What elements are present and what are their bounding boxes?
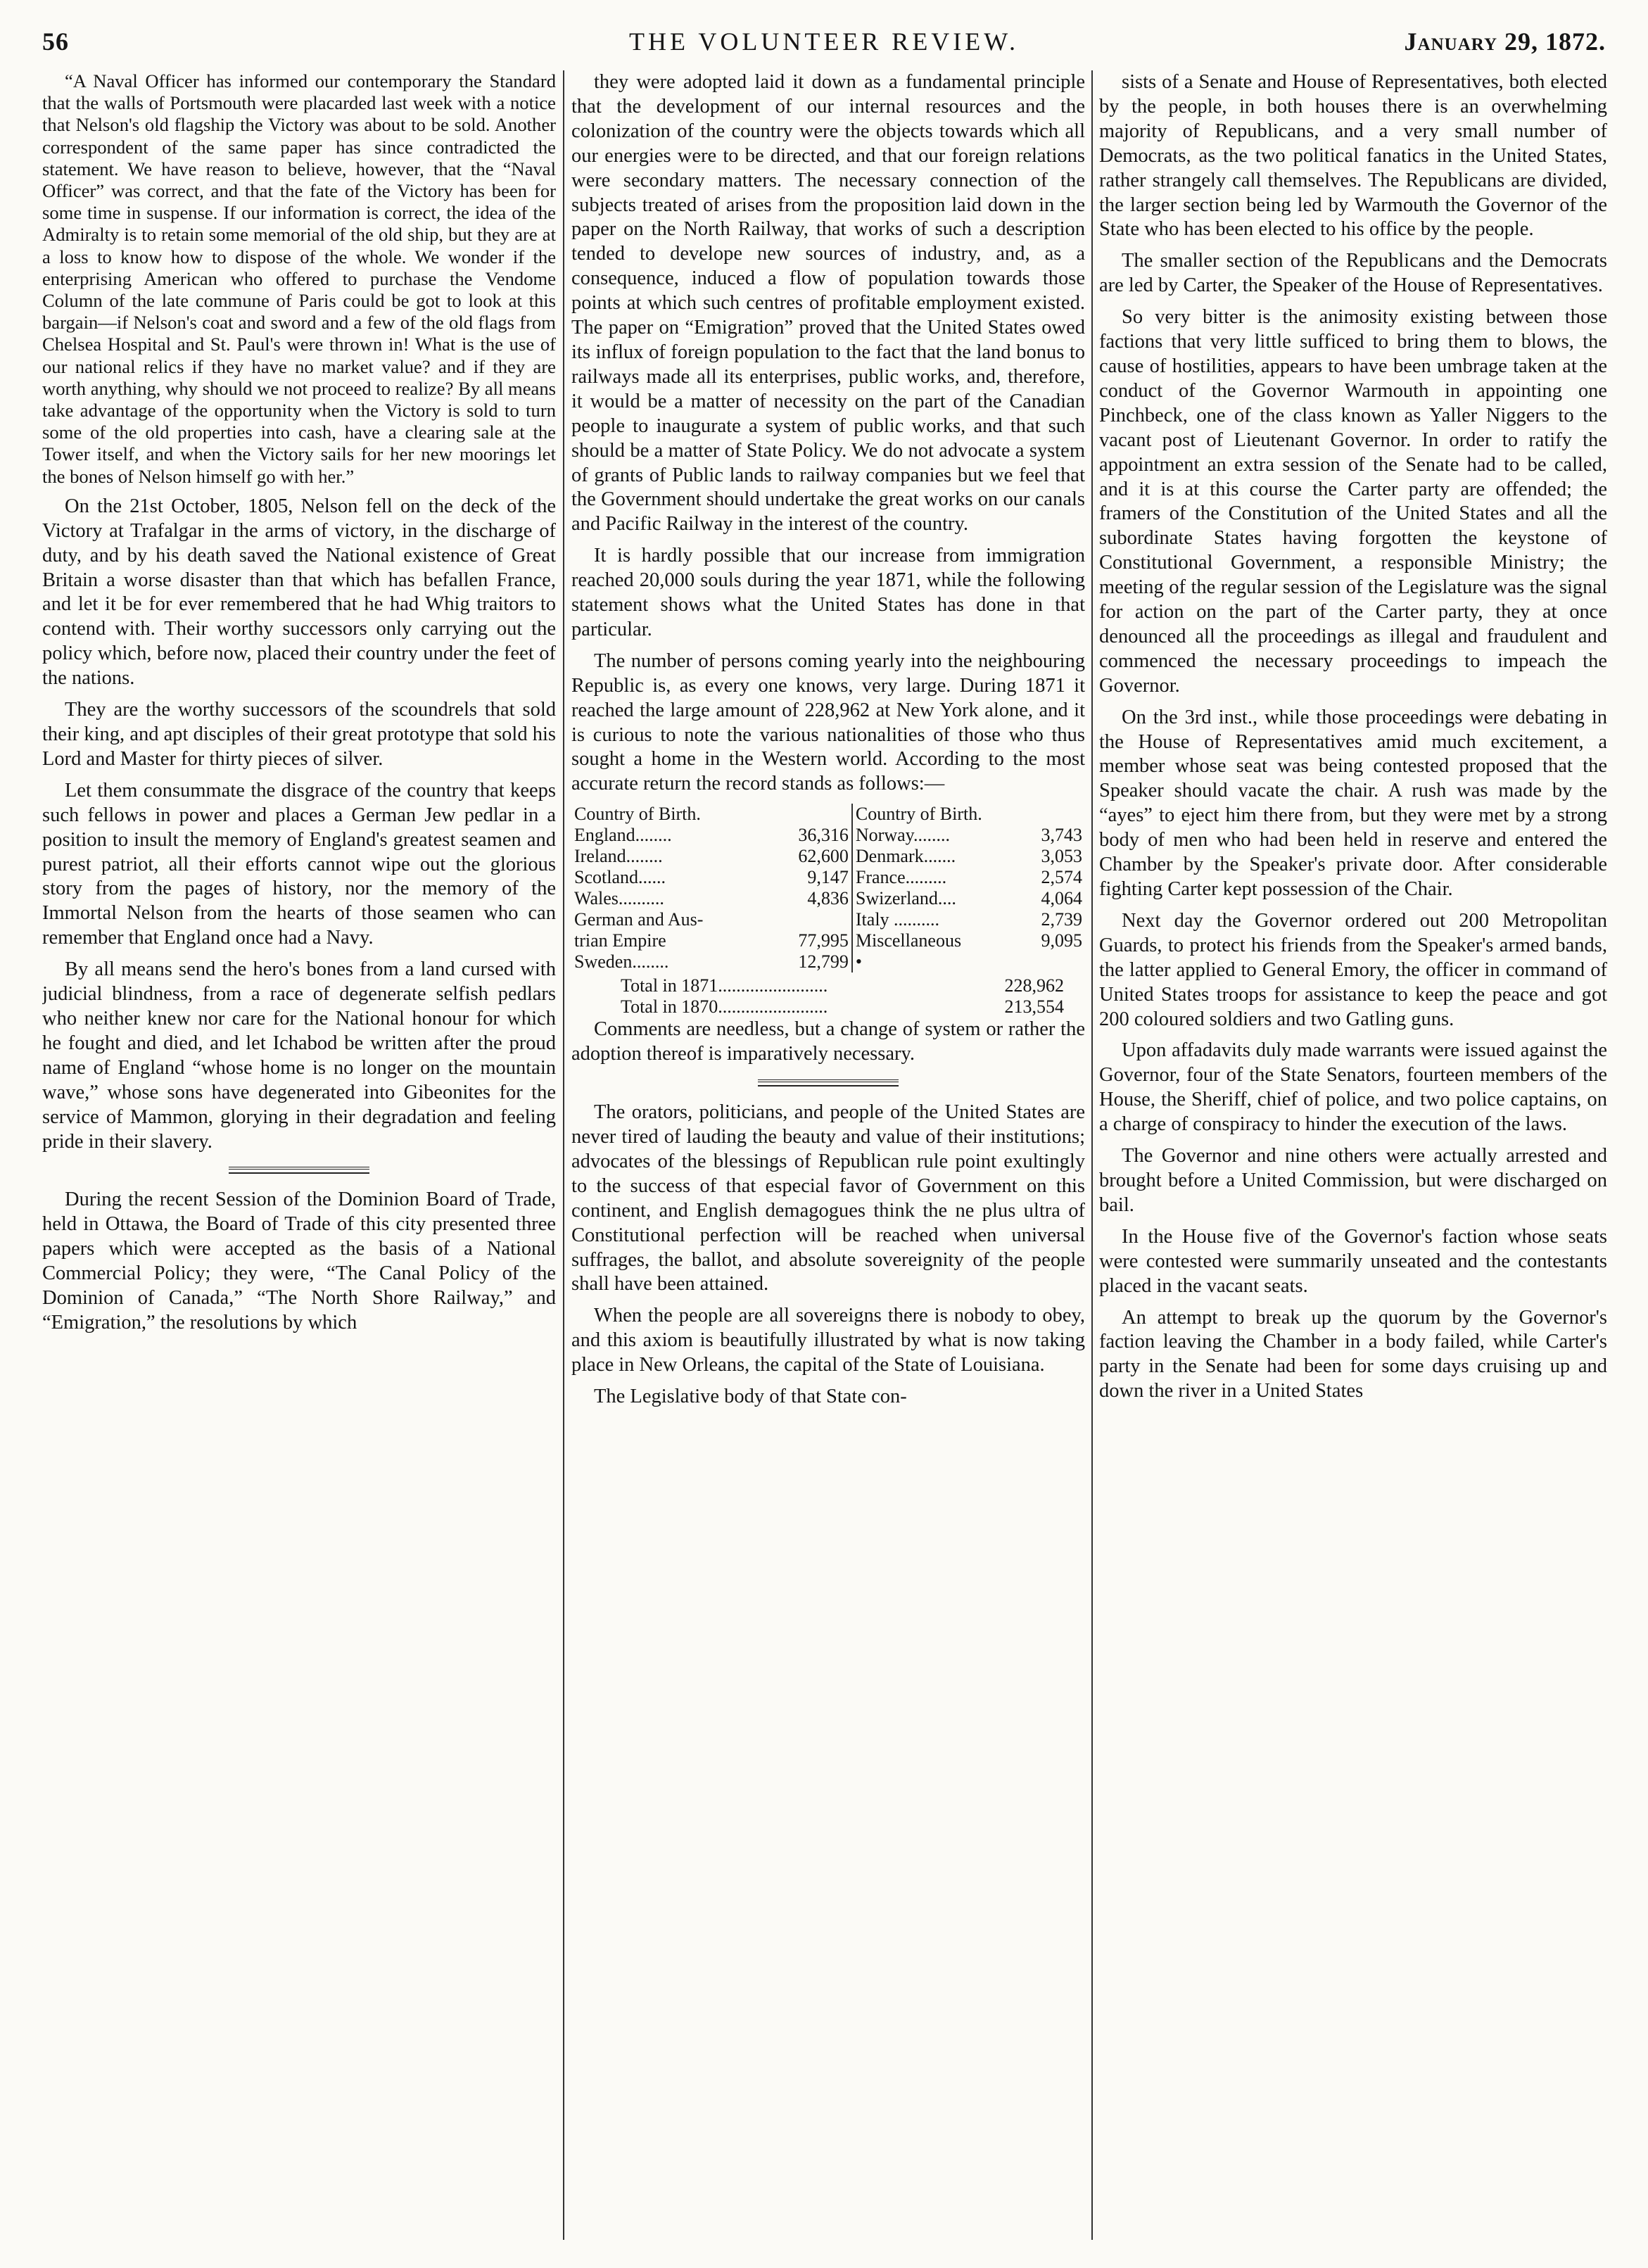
country-cell: Ireland........ — [574, 846, 663, 867]
country-cell: Italy .......... — [852, 909, 1017, 930]
total-label: Total in 1871........................ — [621, 975, 828, 996]
total-value: 213,554 — [1004, 996, 1064, 1018]
country-cell: Swizerland.... — [852, 888, 1017, 909]
count-cell: 12,799 — [798, 951, 849, 973]
paragraph: sists of a Senate and House of Representatives, both elected by the people, in both houses there is an overwhelming majority of Republicans, and a very small number of Democrats, as the two political fanatics in the United States, rather strangely call themselves. The Republicans are divided, the larger section being led by Warmouth the Governor of the State who has been elected to his office by the people. — [1099, 71, 1607, 241]
table-row — [571, 909, 1085, 930]
paragraph: Next day the Governor ordered out 200 Metropolitan Guards, to protect his friends from the Speaker's armed bands, the latter applied to General Emory, the officer in command of United States troops for assistance to keep the peace and got 200 coloured soldiers and two Gatling guns. — [1099, 909, 1607, 1030]
paragraph: Comments are needless, but a change of system or rather the adoption thereof is imparatively necessary. — [571, 1018, 1085, 1065]
country-cell: • — [852, 951, 1017, 973]
country-cell: Denmark....... — [852, 846, 1017, 867]
total-1870 — [571, 996, 1085, 1018]
country-cell: German and Aus- — [574, 909, 704, 930]
table-row — [571, 825, 1085, 846]
table-row — [571, 951, 1085, 973]
column-2 — [571, 70, 1085, 2240]
paragraph: Upon affadavits duly made warrants were issued against the Governor, four of the State Senators, fourteen members of the House, the Sheriff, chief of police, and two police captains, on a charge of conspiracy to hinder the execution of the laws. — [1099, 1039, 1607, 1136]
count-cell: 2,574 — [1041, 867, 1082, 888]
table-row — [571, 888, 1085, 909]
paragraph: Let them consummate the disgrace of the country that keeps such fellows in power and places a German Jew pedlar in a position to insult the memory of England's greatest seamen and purest patriot, all their efforts cannot wipe out the glorious story from the pages of history, nor the memory of the Immortal Nelson from the hearts of those seamen who can remember that England once had a Navy. — [42, 779, 556, 949]
quoted-paragraph: “A Naval Officer has informed our contemporary the Standard that the walls of Portsmouth were placarded last week with a notice that Nelson's old flagship the Victory was about to be sold. Another correspondent of the same paper has since contradicted the statement. We have reason to believe, however, that the “Naval Officer” was correct, and that the fate of the Victory has been for some time in suspense. If our information is correct, the idea of the Admiralty is to retain some memorial of the old ship, but they are at a loss to know how to dispose of the whole. We wonder if the enterprising American who offered to purchase the Vendome Column of the late commune of Paris could be got to look at this bargain—if Nelson's coat and sword and a few of the old flags from Chelsea Hospital and St. Paul's were thrown in! What is the use of our national relics if they have no market value? and if they are worth anything, why should we not proceed to realize? By all means take advantage of the opportunity when the Victory is sold to turn some of the old properties into cash, have a clearing sale at the Tower itself, and when the Victory sails for her new moorings let the bones of Nelson himself go with her.” — [42, 70, 556, 487]
paragraph: An attempt to break up the quorum by the Governor's faction leaving the Chamber in a body failed, while Carter's party in the Senate had been for some days cruising up and down the river in a United States — [1099, 1306, 1607, 1402]
count-cell: 9,147 — [807, 867, 849, 888]
paragraph: The Governor and nine others were actually arrested and brought before a United Commission, but were discharged on bail. — [1099, 1145, 1607, 1216]
country-cell: Scotland...... — [574, 867, 666, 888]
paragraph: By all means send the hero's bones from a land cursed with judicial blindness, from a race of degenerate selfish pedlars who neither knew nor care for the National honour for which he fought and died, and let Ichabod be written after the proud name of England “whose home is no longer on the mountain wave,” whose sons have degenerated into Gibeonites for the service of Mammon, glorying in their degradation and feeling pride in their slavery. — [42, 958, 556, 1153]
country-cell: Sweden........ — [574, 951, 669, 973]
paragraph: The Legislative body of that State con- — [594, 1386, 907, 1408]
count-cell: 3,743 — [1041, 825, 1082, 846]
country-cell: Miscellaneous — [852, 930, 1017, 951]
publication-title: THE VOLUNTEER REVIEW. — [629, 27, 1019, 56]
count-cell: 2,739 — [1041, 909, 1082, 930]
column-rule — [1091, 70, 1093, 2240]
column-3 — [1099, 70, 1607, 2240]
paragraph: In the House five of the Governor's faction whose seats were contested were summarily unseated and the contestants placed in the vacant seats. — [1099, 1225, 1607, 1297]
paragraph: The number of persons coming yearly into the neighbouring Republic is, as every one knows, very large. During 1871 it reached the large amount of 228,962 at New York alone, and it is curious to note the various nationalities of those who thus sought a home in the Western world. According to the most accurate return the record stands as follows:— — [571, 650, 1085, 795]
section-separator — [758, 1079, 899, 1087]
column-1 — [42, 70, 556, 2240]
paragraph: So very bitter is the animosity existing between those factions that very little sufficed to bring them to blows, the cause of hostilities, appears to have been umbrage taken at the conduct of the Governor Warmouth in appointing one Pinchbeck, one of the class known as Yaller Niggers to the vacant post of Lieutenant Governor. In order to ratify the appointment an extra session of the Senate had to be called, and it is at this course the Carter party are offended; the framers of the Constitution of the United States and all the subordinate States having forgotten the keystone of Constitutional Government, a responsible Ministry; the meeting of the regular session of the Legislature was the signal for action on the part of the Carter party, they at once denounced all the proceedings as illegal and fraudulent and commenced the necessary proceedings to impeach the Governor. — [1099, 306, 1607, 697]
page-header — [42, 27, 1606, 61]
paragraph: When the people are all sovereigns there is nobody to obey, and this axiom is beautifully illustrated by what is now taking place in New Orleans, the capital of the State of Louisiana. — [571, 1305, 1085, 1376]
paragraph: They are the worthy successors of the scoundrels that sold their king, and apt disciples of their great prototype that sold his Lord and Master for thirty pieces of silver. — [42, 699, 556, 770]
country-cell: France......... — [852, 867, 1017, 888]
count-cell: 4,064 — [1041, 888, 1082, 909]
country-cell: trian Empire — [574, 930, 666, 951]
paragraph: On the 3rd inst., while those proceedings were debating in the House of Representatives amid much excitement, a member whose seat was being contested proposed that the Speaker should vacate the chair. A rush was made by the “ayes” to eject him there from, but they were met by a strong body of men who had been held in reserve and entered the Chamber by the Speaker's private door. After considerable fighting Carter kept possession of the Chair. — [1099, 706, 1607, 900]
paragraph: The orators, politicians, and people of the United States are never tired of lauding the beauty and value of their institutions; advocates of the blessings of Republican rule point exultingly to the success of that especial favor of Government on this continent, and English demagogues think the ne plus ultra of Constitutional perfection will be reached when universal suffrages, the ballot, and absolute sovereignity of the people shall have been attained. — [571, 1101, 1085, 1295]
country-cell: Wales.......... — [574, 888, 664, 909]
paragraph: During the recent Session of the Dominion Board of Trade, held in Ottawa, the Board of Trade of this city presented three papers which were accepted as the basis of a National Commercial Policy; they were, “The Canal Policy of the Dominion of Canada,” “The North Shore Railway,” and “Emigration,” the resolutions by which — [42, 1189, 556, 1333]
count-cell: 3,053 — [1041, 846, 1082, 867]
issue-date: January 29, 1872. — [1404, 27, 1606, 56]
country-cell: Norway........ — [852, 825, 1017, 846]
count-cell: 77,995 — [798, 930, 849, 951]
table-row — [571, 846, 1085, 867]
column-rule — [563, 70, 564, 2240]
total-1871 — [571, 975, 1085, 996]
total-value: 228,962 — [1004, 975, 1064, 996]
count-cell: 4,836 — [807, 888, 849, 909]
count-cell — [1016, 951, 1085, 973]
page-number: 56 — [42, 27, 69, 56]
table-header: Country of Birth. — [574, 804, 701, 825]
count-cell: 36,316 — [798, 825, 849, 846]
table-row — [571, 930, 1085, 951]
count-cell: 62,600 — [798, 846, 849, 867]
count-cell — [769, 909, 852, 930]
paragraph: On the 21st October, 1805, Nelson fell on the deck of the Victory at Trafalgar in the arms of victory, in the discharge of duty, and by his death saved the National existence of Great Britain a worse disaster than that which has befallen France, and let it be for ever remembered that he had Whig traitors to contend with. Their worthy successors only carrying out the policy which, before now, placed their country under the feet of the nations. — [42, 495, 556, 690]
count-cell: 9,095 — [1041, 930, 1082, 951]
table-header: Country of Birth. — [852, 804, 1085, 825]
paragraph: they were adopted laid it down as a fundamental principle that the development of our internal resources and the colonization of the country were the objects towards which all our energies were to be directed, and that our foreign relations were secondary matters. The necessary connection of the subjects treated of arises from the proposition laid down in the paper on the North Railway, that works of such a description tended to develope new sources of industry, and, as a consequence, induced a flow of population towards those points at which such centres of profitable employment existed. The paper on “Emigration” proved that the United States owed its influx of foreign population to the fact that the land bonus to railways made all its enterprises, public works, and, therefore, it would be a matter of necessity on the part of the Canadian people to inaugurate a system of public works, and that such should be a matter of State Policy. We do not advocate a system of grants of Public lands to railway companies but we feel that the Government should undertake the great works on our canals and Pacific Railway in the interest of the country. — [571, 71, 1085, 536]
country-cell: England........ — [574, 825, 672, 846]
paragraph: It is hardly possible that our increase from immigration reached 20,000 souls during the year 1871, while the following statement shows what the United States has done in that particular. — [571, 545, 1085, 640]
total-label: Total in 1870........................ — [621, 996, 828, 1018]
immigration-table — [571, 804, 1085, 973]
section-separator — [229, 1167, 369, 1174]
table-row — [571, 867, 1085, 888]
paragraph: The smaller section of the Republicans and the Democrats are led by Carter, the Speaker of the House of Representatives. — [1099, 250, 1607, 297]
